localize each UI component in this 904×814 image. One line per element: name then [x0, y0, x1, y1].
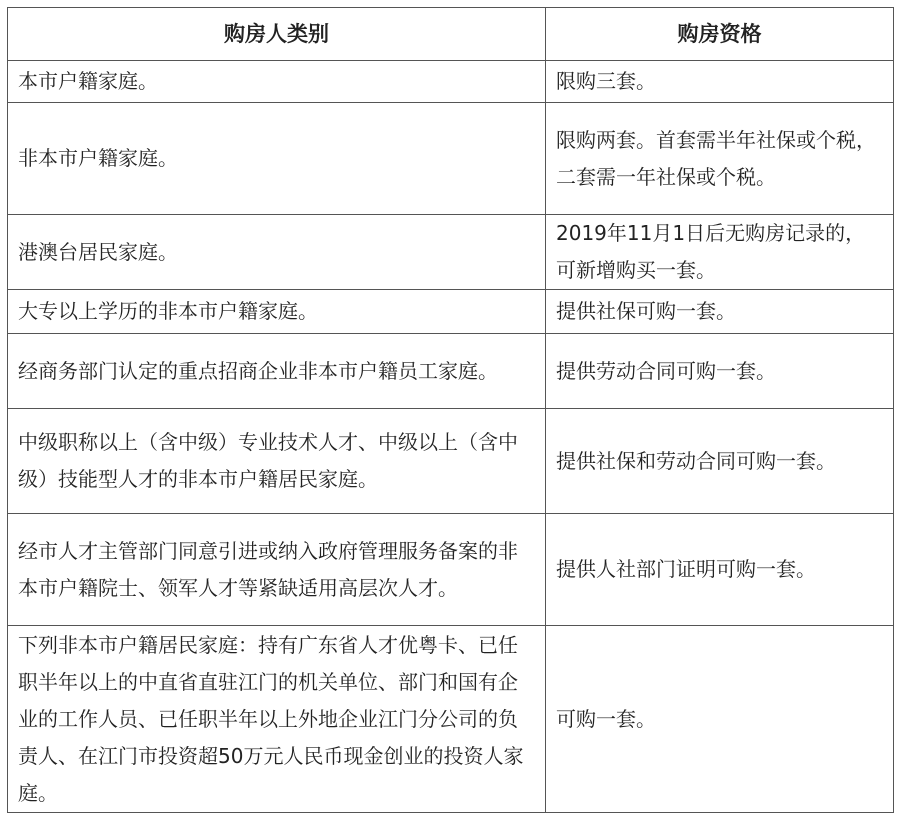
category-cell: 下列非本市户籍居民家庭：持有广东省人才优粤卡、已任职半年以上的中直省直驻江门的机关单位、部门和国有企业的工作人员、已任职半年以上外地企业江门分公司的负责人、在江门市投资超50万元人民币现金创业的投资人家庭。	[8, 626, 546, 813]
table-row	[8, 409, 894, 514]
table-row	[8, 334, 894, 409]
category-cell: 经商务部门认定的重点招商企业非本市户籍员工家庭。	[8, 334, 546, 409]
qualification-cell: 2019年11月1日后无购房记录的，可新增购买一套。	[546, 215, 894, 290]
table-row	[8, 514, 894, 626]
category-cell: 中级职称以上（含中级）专业技术人才、中级以上（含中级）技能型人才的非本市户籍居民家庭。	[8, 409, 546, 514]
housing-policy-table	[7, 7, 894, 813]
qualification-cell: 提供人社部门证明可购一套。	[546, 514, 894, 626]
table-row	[8, 626, 894, 813]
qualification-cell: 提供劳动合同可购一套。	[546, 334, 894, 409]
qualification-cell: 提供社保可购一套。	[546, 290, 894, 334]
category-cell: 大专以上学历的非本市户籍家庭。	[8, 290, 546, 334]
table-row	[8, 103, 894, 215]
qualification-cell: 限购两套。首套需半年社保或个税，二套需一年社保或个税。	[546, 103, 894, 215]
table-row	[8, 290, 894, 334]
table-row	[8, 61, 894, 103]
category-cell: 港澳台居民家庭。	[8, 215, 546, 290]
qualification-cell: 可购一套。	[546, 626, 894, 813]
header-row	[8, 8, 894, 61]
qualification-cell: 提供社保和劳动合同可购一套。	[546, 409, 894, 514]
category-cell: 非本市户籍家庭。	[8, 103, 546, 215]
table-row	[8, 215, 894, 290]
header-buyer-category: 购房人类别	[8, 8, 546, 61]
qualification-cell: 限购三套。	[546, 61, 894, 103]
category-cell: 本市户籍家庭。	[8, 61, 546, 103]
category-cell: 经市人才主管部门同意引进或纳入政府管理服务备案的非本市户籍院士、领军人才等紧缺适用高层次人才。	[8, 514, 546, 626]
header-purchase-qualification: 购房资格	[546, 8, 894, 61]
